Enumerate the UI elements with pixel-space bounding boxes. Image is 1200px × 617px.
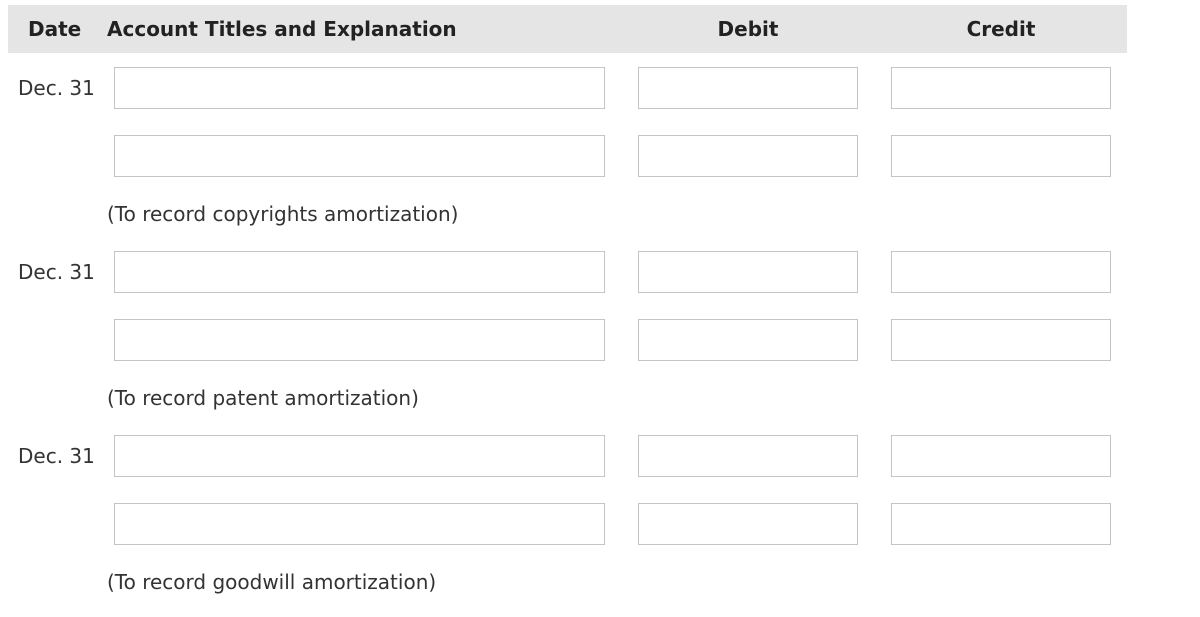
- debit-amount-input[interactable]: [638, 135, 858, 177]
- entry-explanation: (To record copyrights amortization): [107, 202, 459, 226]
- journal-header: [8, 5, 1127, 53]
- account-title-input[interactable]: [114, 251, 605, 293]
- debit-column-header: Debit: [717, 17, 779, 41]
- debit-amount-input[interactable]: [638, 435, 858, 477]
- credit-column-header: Credit: [966, 17, 1036, 41]
- account-title-input[interactable]: [114, 319, 605, 361]
- entry-date: Dec. 31: [18, 444, 95, 468]
- debit-amount-input[interactable]: [638, 251, 858, 293]
- account-title-input[interactable]: [114, 67, 605, 109]
- account-title-input[interactable]: [114, 435, 605, 477]
- debit-amount-input[interactable]: [638, 319, 858, 361]
- entry-explanation: (To record patent amortization): [107, 386, 419, 410]
- credit-amount-input[interactable]: [891, 319, 1111, 361]
- credit-amount-input[interactable]: [891, 67, 1111, 109]
- account-column-header: Account Titles and Explanation: [107, 17, 457, 41]
- entry-date: Dec. 31: [18, 260, 95, 284]
- account-title-input[interactable]: [114, 503, 605, 545]
- account-title-input[interactable]: [114, 135, 605, 177]
- debit-amount-input[interactable]: [638, 67, 858, 109]
- credit-amount-input[interactable]: [891, 435, 1111, 477]
- credit-amount-input[interactable]: [891, 135, 1111, 177]
- entry-date: Dec. 31: [18, 76, 95, 100]
- credit-amount-input[interactable]: [891, 503, 1111, 545]
- credit-amount-input[interactable]: [891, 251, 1111, 293]
- debit-amount-input[interactable]: [638, 503, 858, 545]
- date-column-header: Date: [28, 17, 82, 41]
- entry-explanation: (To record goodwill amortization): [107, 570, 437, 594]
